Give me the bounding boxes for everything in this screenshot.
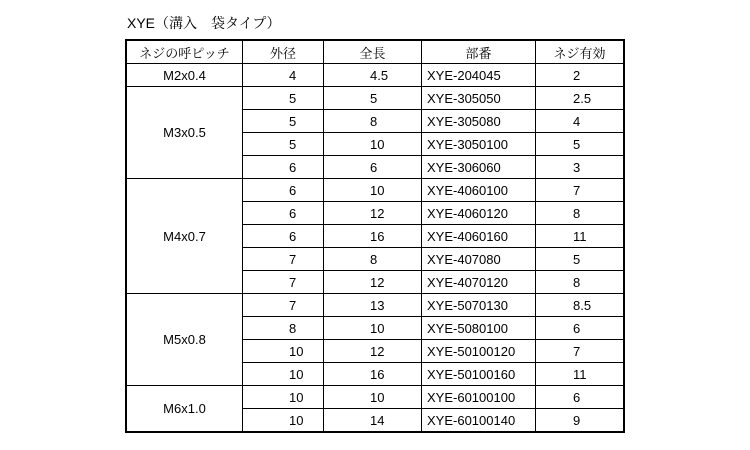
part-number-cell: XYE-50100160 — [422, 363, 536, 386]
part-number-cell: XYE-4060120 — [422, 202, 536, 225]
table-row — [127, 179, 624, 202]
outer-diameter-cell: 7 — [243, 271, 324, 294]
part-number-cell: XYE-306060 — [422, 156, 536, 179]
header-pitch: ネジの呼ピッチ — [127, 41, 243, 64]
thread-effective-cell: 11 — [536, 225, 624, 248]
table-title: XYE（溝入 袋タイプ） — [127, 15, 281, 31]
header-length: 全長 — [324, 41, 422, 64]
outer-diameter-cell: 10 — [243, 340, 324, 363]
length-cell: 13 — [324, 294, 422, 317]
outer-diameter-cell: 10 — [243, 363, 324, 386]
length-cell: 8 — [324, 248, 422, 271]
outer-diameter-cell: 6 — [243, 225, 324, 248]
thread-effective-cell: 3 — [536, 156, 624, 179]
part-number-cell: XYE-5080100 — [422, 317, 536, 340]
length-cell: 10 — [324, 317, 422, 340]
thread-effective-cell: 4 — [536, 110, 624, 133]
part-number-cell: XYE-407080 — [422, 248, 536, 271]
length-cell: 12 — [324, 340, 422, 363]
outer-diameter-cell: 5 — [243, 133, 324, 156]
thread-effective-cell: 8.5 — [536, 294, 624, 317]
part-number-cell: XYE-60100140 — [422, 409, 536, 432]
table-body — [127, 64, 624, 432]
part-number-cell: XYE-305050 — [422, 87, 536, 110]
header-part-number: 部番 — [422, 41, 536, 64]
outer-diameter-cell: 6 — [243, 179, 324, 202]
table-row — [127, 386, 624, 409]
outer-diameter-cell: 4 — [243, 64, 324, 87]
length-cell: 5 — [324, 87, 422, 110]
table-row — [127, 87, 624, 110]
outer-diameter-cell: 10 — [243, 409, 324, 432]
pitch-cell: M6x1.0 — [127, 386, 243, 432]
part-number-cell: XYE-5070130 — [422, 294, 536, 317]
thread-effective-cell: 5 — [536, 133, 624, 156]
thread-effective-cell: 2.5 — [536, 87, 624, 110]
table-row — [127, 294, 624, 317]
outer-diameter-cell: 6 — [243, 202, 324, 225]
outer-diameter-cell: 7 — [243, 294, 324, 317]
length-cell: 4.5 — [324, 64, 422, 87]
length-cell: 12 — [324, 202, 422, 225]
outer-diameter-cell: 6 — [243, 156, 324, 179]
header-outer-diameter: 外径 — [243, 41, 324, 64]
part-number-cell: XYE-204045 — [422, 64, 536, 87]
part-number-cell: XYE-50100120 — [422, 340, 536, 363]
length-cell: 10 — [324, 386, 422, 409]
header-thread-effective: ネジ有効 — [536, 41, 624, 64]
thread-effective-cell: 11 — [536, 363, 624, 386]
thread-effective-cell: 8 — [536, 271, 624, 294]
thread-effective-cell: 7 — [536, 179, 624, 202]
table-row — [127, 64, 624, 87]
part-number-cell: XYE-3050100 — [422, 133, 536, 156]
thread-effective-cell: 2 — [536, 64, 624, 87]
pitch-cell: M3x0.5 — [127, 87, 243, 179]
part-number-cell: XYE-305080 — [422, 110, 536, 133]
thread-effective-cell: 9 — [536, 409, 624, 432]
outer-diameter-cell: 10 — [243, 386, 324, 409]
outer-diameter-cell: 5 — [243, 110, 324, 133]
thread-effective-cell: 7 — [536, 340, 624, 363]
part-number-cell: XYE-4070120 — [422, 271, 536, 294]
pitch-cell: M5x0.8 — [127, 294, 243, 386]
part-number-cell: XYE-4060100 — [422, 179, 536, 202]
thread-effective-cell: 8 — [536, 202, 624, 225]
thread-effective-cell: 6 — [536, 386, 624, 409]
pitch-cell: M4x0.7 — [127, 179, 243, 294]
outer-diameter-cell: 5 — [243, 87, 324, 110]
outer-diameter-cell: 8 — [243, 317, 324, 340]
spec-table — [126, 40, 624, 432]
length-cell: 16 — [324, 363, 422, 386]
length-cell: 10 — [324, 179, 422, 202]
thread-effective-cell: 5 — [536, 248, 624, 271]
thread-effective-cell: 6 — [536, 317, 624, 340]
length-cell: 6 — [324, 156, 422, 179]
part-number-cell: XYE-4060160 — [422, 225, 536, 248]
header-row — [127, 41, 624, 64]
length-cell: 16 — [324, 225, 422, 248]
length-cell: 12 — [324, 271, 422, 294]
pitch-cell: M2x0.4 — [127, 64, 243, 87]
length-cell: 10 — [324, 133, 422, 156]
outer-diameter-cell: 7 — [243, 248, 324, 271]
part-number-cell: XYE-60100100 — [422, 386, 536, 409]
length-cell: 8 — [324, 110, 422, 133]
length-cell: 14 — [324, 409, 422, 432]
